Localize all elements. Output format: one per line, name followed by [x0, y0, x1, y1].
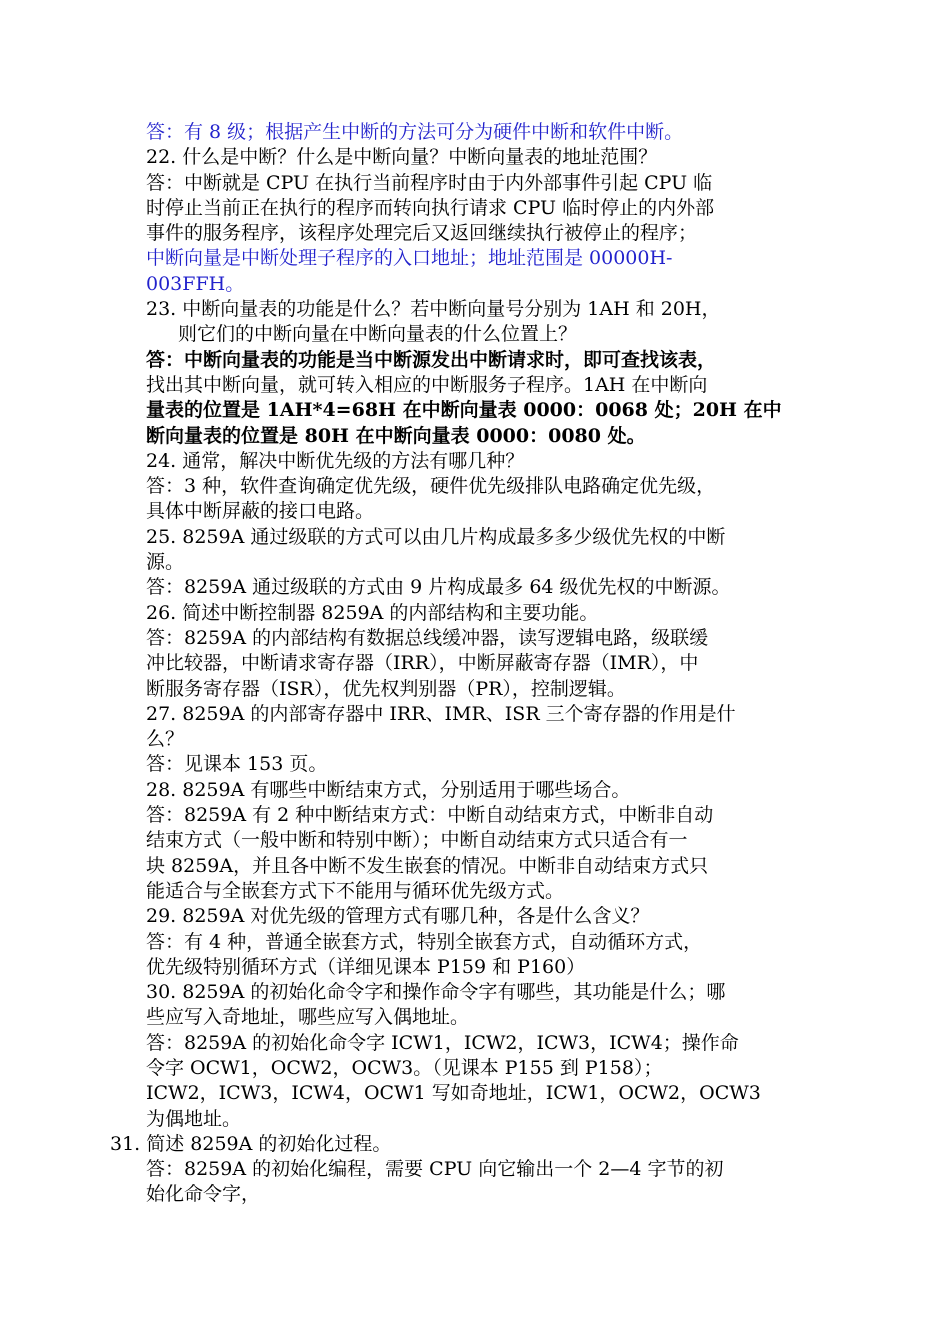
question-line: 些应写入奇地址，哪些应写入偶地址。 — [146, 1006, 470, 1029]
answer-line: 断向量表的位置是 80H 在中断向量表 0000：0080 处。 — [146, 424, 646, 447]
question-line: 则它们的中断向量在中断向量表的什么位置上？ — [178, 323, 578, 346]
answer-line: 答：8259A 有 2 种中断结束方式：中断自动结束方式，中断非自动 — [146, 804, 714, 827]
answer-line: 量表的位置是 1AH*4=68H 在中断向量表 0000：0068 处；20H 在中 — [146, 399, 782, 422]
answer-line: 答：8259A 的初始化编程，需要 CPU 向它输出一个 2—4 字节的初 — [146, 1158, 724, 1181]
question-line: 28. 8259A 有哪些中断结束方式，分别适用于哪些场合。 — [146, 778, 631, 801]
text-line: 答：有 8 级；根据产生中断的方法可分为硬件中断和软件中断。 — [146, 121, 684, 143]
answer-line: 事件的服务程序，该程序处理完后又返回继续执行被停止的程序； — [146, 222, 698, 245]
answer-line: 断服务寄存器（ISR），优先权判别器（PR），控制逻辑。 — [146, 677, 626, 700]
question-line: 30. 8259A 的初始化命令字和操作命令字有哪些，其功能是什么；哪 — [146, 981, 726, 1004]
question-line: 么？ — [146, 728, 185, 751]
answer-line: ICW2，ICW3，ICW4，OCW1 写如奇地址，ICW1，OCW2，OCW3 — [146, 1082, 761, 1105]
answer-line: 令字 OCW1，OCW2，OCW3。（见课本 P155 到 P158）； — [146, 1056, 663, 1079]
question-line: 27. 8259A 的内部寄存器中 IRR、IMR、ISR 三个寄存器的作用是什 — [146, 702, 736, 725]
answer-line: 具体中断屏蔽的接口电路。 — [146, 500, 375, 523]
answer-line: 块 8259A，并且各中断不发生嵌套的情况。中断非自动结束方式只 — [146, 854, 709, 877]
question-line: 29. 8259A 对优先级的管理方式有哪几种，各是什么含义？ — [146, 905, 650, 928]
document-body — [110, 120, 821, 1208]
answer-line: 答：8259A 的初始化命令字 ICW1，ICW2，ICW3，ICW4；操作命 — [146, 1031, 739, 1054]
question-line: 26. 简述中断控制器 8259A 的内部结构和主要功能。 — [146, 601, 599, 624]
answer-line: 找出其中断向量，就可转入相应的中断服务子程序。1AH 在中断向 — [146, 373, 708, 396]
answer-line: 答：中断向量表的功能是当中断源发出中断请求时，即可查找该表， — [146, 348, 717, 371]
answer-line: 优先级特别循环方式（详细见课本 P159 和 P160） — [146, 955, 586, 978]
answer-line: 始化命令字， — [146, 1183, 261, 1206]
answer-line: 答：3 种，软件查询确定优先级，硬件优先级排队电路确定优先级， — [146, 475, 716, 498]
answer-line: 结束方式（一般中断和特别中断）；中断自动结束方式只适合有一 — [146, 829, 688, 852]
answer-line: 中断向量是中断处理子程序的入口地址；地址范围是 00000H- — [146, 247, 673, 270]
question-line: 31. 简述 8259A 的初始化过程。 — [110, 1132, 392, 1155]
answer-line: 答：8259A 的内部结构有数据总线缓冲器，读写逻辑电路，级联缓 — [146, 626, 709, 649]
question-line: 24. 通常，解决中断优先级的方法有哪几种？ — [146, 449, 525, 472]
question-line: 22. 什么是中断？什么是中断向量？中断向量表的地址范围？ — [146, 146, 658, 169]
answer-line: 答：中断就是 CPU 在执行当前程序时由于内外部事件引起 CPU 临 — [146, 171, 713, 194]
answer-line: 能适合与全嵌套方式下不能用与循环优先级方式。 — [146, 879, 565, 902]
answer-line: 冲比较器，中断请求寄存器（IRR），中断屏蔽寄存器（IMR），中 — [146, 652, 699, 675]
answer-line: 答：8259A 通过级联的方式由 9 片构成最多 64 级优先权的中断源。 — [146, 576, 731, 599]
question-line: 23. 中断向量表的功能是什么？若中断向量号分别为 1AH 和 20H， — [146, 298, 721, 321]
answer-line: 答：见课本 153 页。 — [146, 753, 328, 776]
question-line: 25. 8259A 通过级联的方式可以由几片构成最多多少级优先权的中断 — [146, 525, 726, 548]
answer-line: 时停止当前正在执行的程序而转向执行请求 CPU 临时停止的内外部 — [146, 196, 715, 219]
answer-line: 为偶地址。 — [146, 1107, 242, 1130]
answer-line: 答：有 4 种，普通全嵌套方式，特别全嵌套方式，自动循环方式， — [146, 930, 703, 953]
question-line: 源。 — [146, 551, 185, 574]
answer-line: 003FFH。 — [146, 272, 245, 295]
